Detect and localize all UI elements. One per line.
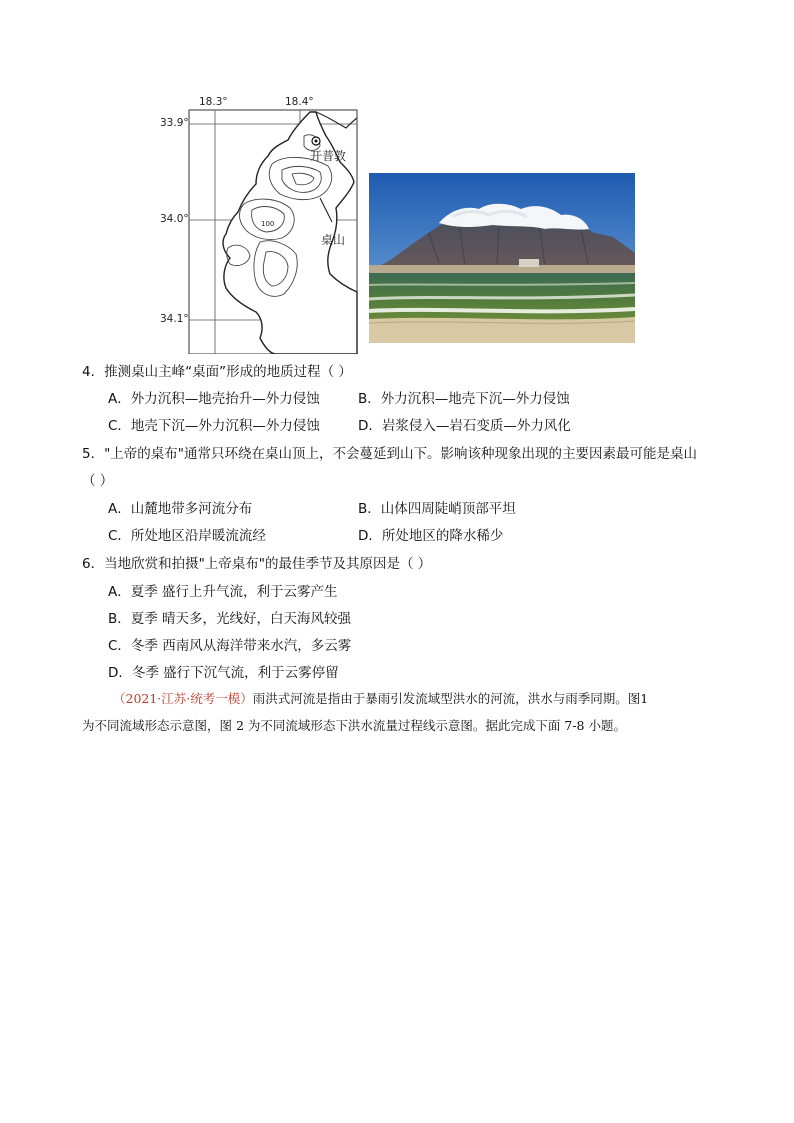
question-5-stem-cont: （ ） — [82, 473, 114, 489]
q6-option-a: A．夏季 盛行上升气流，利于云雾产生 — [108, 584, 338, 600]
question-4-stem: 4．推测桌山主峰“桌面”形成的地质过程（ ） — [82, 364, 352, 380]
q4-option-d: D．岩浆侵入—岩石变质—外力风化 — [358, 418, 571, 434]
source-tag: （2021·江苏·统考一模） — [113, 691, 253, 706]
lat-label-33-9: 33.9° — [160, 117, 189, 129]
lon-label-18-4: 18.4° — [285, 96, 314, 108]
question-6-stem: 6．当地欣赏和拍摄"上帝桌布"的最佳季节及其原因是（ ） — [82, 556, 432, 572]
question-5-stem: 5．"上帝的桌布"通常只环绕在桌山顶上，不会蔓延到山下。影响该种现象出现的主要因素最可能是桌山 — [82, 446, 698, 462]
mountain-label: 桌山 — [321, 233, 346, 247]
intro-text-1: 雨洪式河流是指由于暴雨引发流域型洪水的河流，洪水与雨季同期。图1 — [252, 691, 649, 706]
figure-row — [160, 92, 640, 354]
q6-option-b: B．夏季 晴天多，光线好，白天海风较强 — [108, 611, 352, 627]
q4-option-c: C．地壳下沉—外力沉积—外力侵蚀 — [108, 418, 320, 434]
table-mountain-photo — [369, 173, 635, 343]
q5-option-d: D．所处地区的降水稀少 — [358, 528, 504, 544]
q5-option-b: B．山体四周陡峭顶部平坦 — [358, 501, 516, 517]
table-mountain-map — [160, 92, 365, 354]
intro-line-2: 为不同流域形态示意图，图 2 为不同流域形态下洪水流量过程线示意图。据此完成下面 7-8 小题。 — [82, 718, 626, 733]
lat-label-34-0: 34.0° — [160, 213, 189, 225]
city-label: 开普敦 — [310, 149, 347, 163]
q6-option-d: D．冬季 盛行下沉气流，利于云雾停留 — [108, 665, 339, 681]
q4-option-b: B．外力沉积—地壳下沉—外力侵蚀 — [358, 391, 570, 407]
q6-option-c: C．冬季 西南风从海洋带来水汽，多云雾 — [108, 638, 352, 654]
q5-option-a: A．山麓地带多河流分布 — [108, 501, 253, 517]
intro-line-1 — [113, 689, 648, 707]
contour-label: 100 — [261, 220, 275, 228]
lat-label-34-1: 34.1° — [160, 313, 189, 325]
q4-option-a: A．外力沉积—地壳抬升—外力侵蚀 — [108, 391, 320, 407]
q5-option-c: C．所处地区沿岸暖流流经 — [108, 528, 266, 544]
lon-label-18-3: 18.3° — [199, 96, 228, 108]
